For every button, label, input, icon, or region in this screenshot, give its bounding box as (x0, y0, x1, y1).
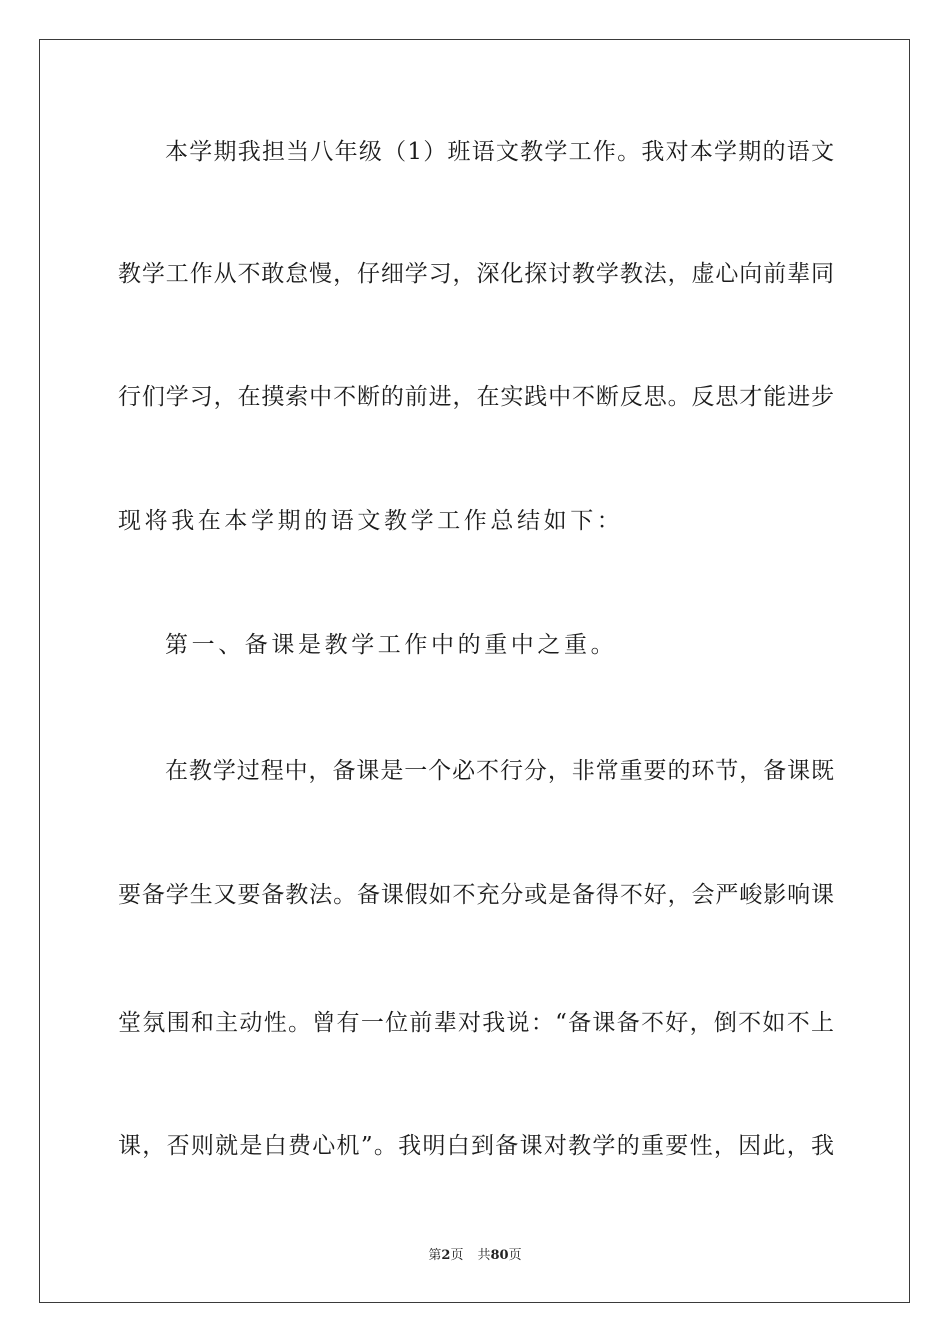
paragraph-line-7: 要备学生又要备教法。备课假如不充分或是备得不好，会严峻影响课 (118, 882, 834, 908)
page-border (39, 39, 910, 1303)
paragraph-line-1: 本学期我担当八年级（1）班语文教学工作。我对本学期的语文 (165, 139, 834, 165)
total-suffix: 页 (508, 1248, 522, 1263)
page-footer (0, 1247, 950, 1265)
paragraph-line-3: 行们学习，在摸索中不断的前进，在实践中不断反思。反思才能进步 (118, 384, 834, 410)
page-suffix: 页 (450, 1248, 464, 1263)
paragraph-line-4: 现将我在本学期的语文教学工作总结如下： (118, 508, 624, 534)
current-page-number: 2 (441, 1248, 451, 1263)
paragraph-line-6: 在教学过程中，备课是一个必不行分，非常重要的环节，备课既 (165, 758, 834, 784)
total-page-count: 80 (490, 1248, 509, 1263)
paragraph-line-2: 教学工作从不敢怠慢，仔细学习，深化探讨教学教法，虚心向前辈同 (118, 261, 834, 287)
paragraph-line-9: 课，否则就是白费心机”。我明白到备课对教学的重要性，因此，我 (118, 1133, 834, 1159)
total-prefix: 共 (477, 1248, 491, 1263)
page-prefix: 第 (428, 1248, 442, 1263)
paragraph-line-8: 堂氛围和主动性。曾有一位前辈对我说：“备课备不好，倒不如不上 (118, 1010, 834, 1036)
section-heading: 第一、备课是教学工作中的重中之重。 (165, 632, 618, 658)
